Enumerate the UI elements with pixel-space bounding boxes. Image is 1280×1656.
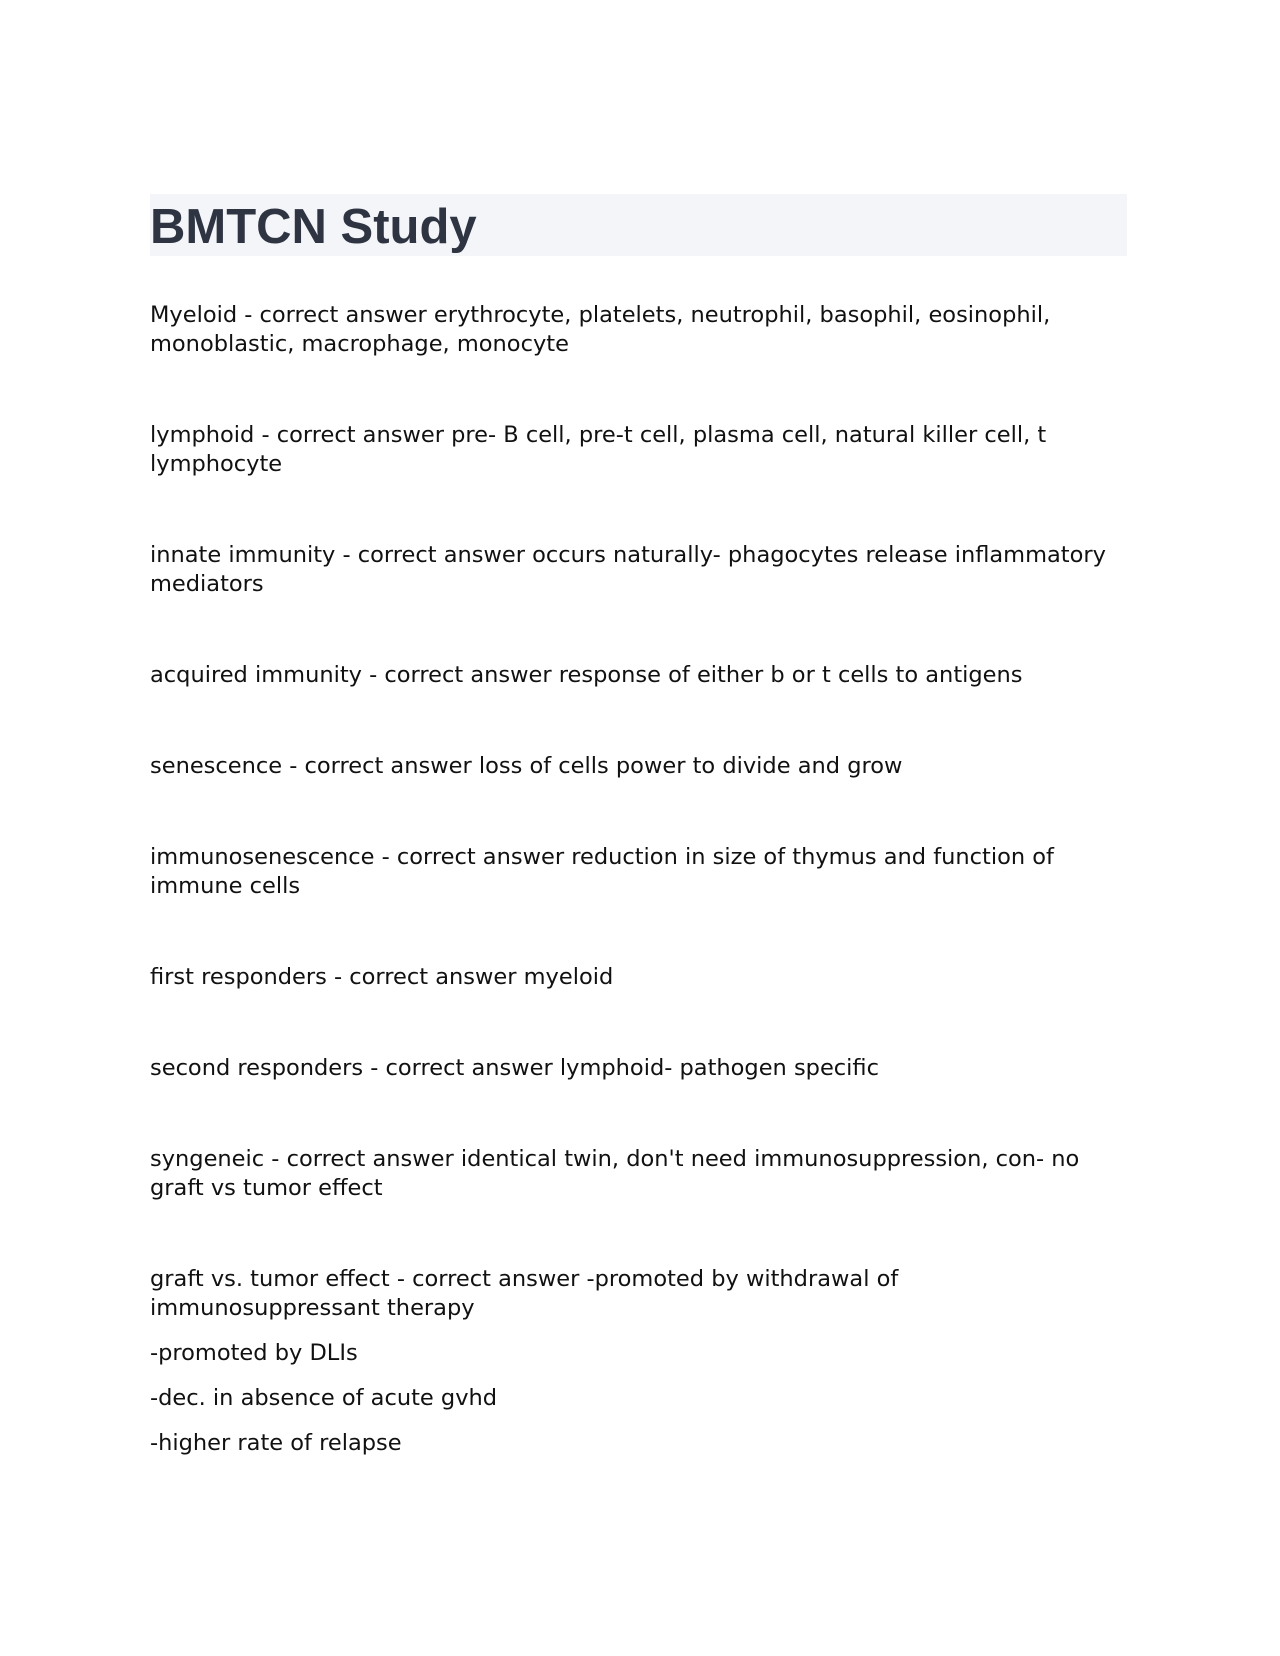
flashcard-entry <box>150 963 1127 992</box>
entry-text: second responders - correct answer lymphoid- pathogen specific <box>150 1055 879 1081</box>
title-band <box>150 194 1127 256</box>
flashcard-entry <box>150 661 1127 690</box>
entry-text: immunosenescence - correct answer reduction in size of thymus and function of immune cells <box>150 844 1054 899</box>
entry-text: innate immunity - correct answer occurs naturally- phagocytes release inflammatory mediators <box>150 542 1106 597</box>
entry-bullet: -dec. in absence of acute gvhd <box>150 1385 498 1411</box>
entry-text: Myeloid - correct answer erythrocyte, platelets, neutrophil, basophil, eosinophil, monoblastic, macrophage, monocyte <box>150 302 1051 357</box>
flashcard-entry <box>150 421 1127 479</box>
entry-text: senescence - correct answer loss of cells power to divide and grow <box>150 753 903 779</box>
entry-text: lymphoid - correct answer pre- B cell, pre-t cell, plasma cell, natural killer cell, t lymphocyte <box>150 422 1047 477</box>
document-title: BMTCN Study <box>150 199 477 254</box>
document-page <box>150 194 1127 1520</box>
entry-text: syngeneic - correct answer identical twin, don't need immunosuppression, con- no graft vs tumor effect <box>150 1146 1080 1201</box>
flashcard-entry <box>150 1145 1127 1203</box>
entry-bullet: -promoted by DLIs <box>150 1340 358 1366</box>
flashcard-list <box>150 301 1127 1458</box>
entry-text: first responders - correct answer myeloid <box>150 964 614 990</box>
entry-bullet: -higher rate of relapse <box>150 1430 402 1456</box>
flashcard-entry <box>150 1265 1127 1458</box>
flashcard-entry <box>150 541 1127 599</box>
flashcard-entry <box>150 843 1127 901</box>
flashcard-entry <box>150 752 1127 781</box>
entry-text: graft vs. tumor effect - correct answer -promoted by withdrawal of immunosuppressant therapy <box>150 1266 899 1321</box>
flashcard-entry <box>150 301 1127 359</box>
entry-text: acquired immunity - correct answer response of either b or t cells to antigens <box>150 662 1023 688</box>
flashcard-entry <box>150 1054 1127 1083</box>
